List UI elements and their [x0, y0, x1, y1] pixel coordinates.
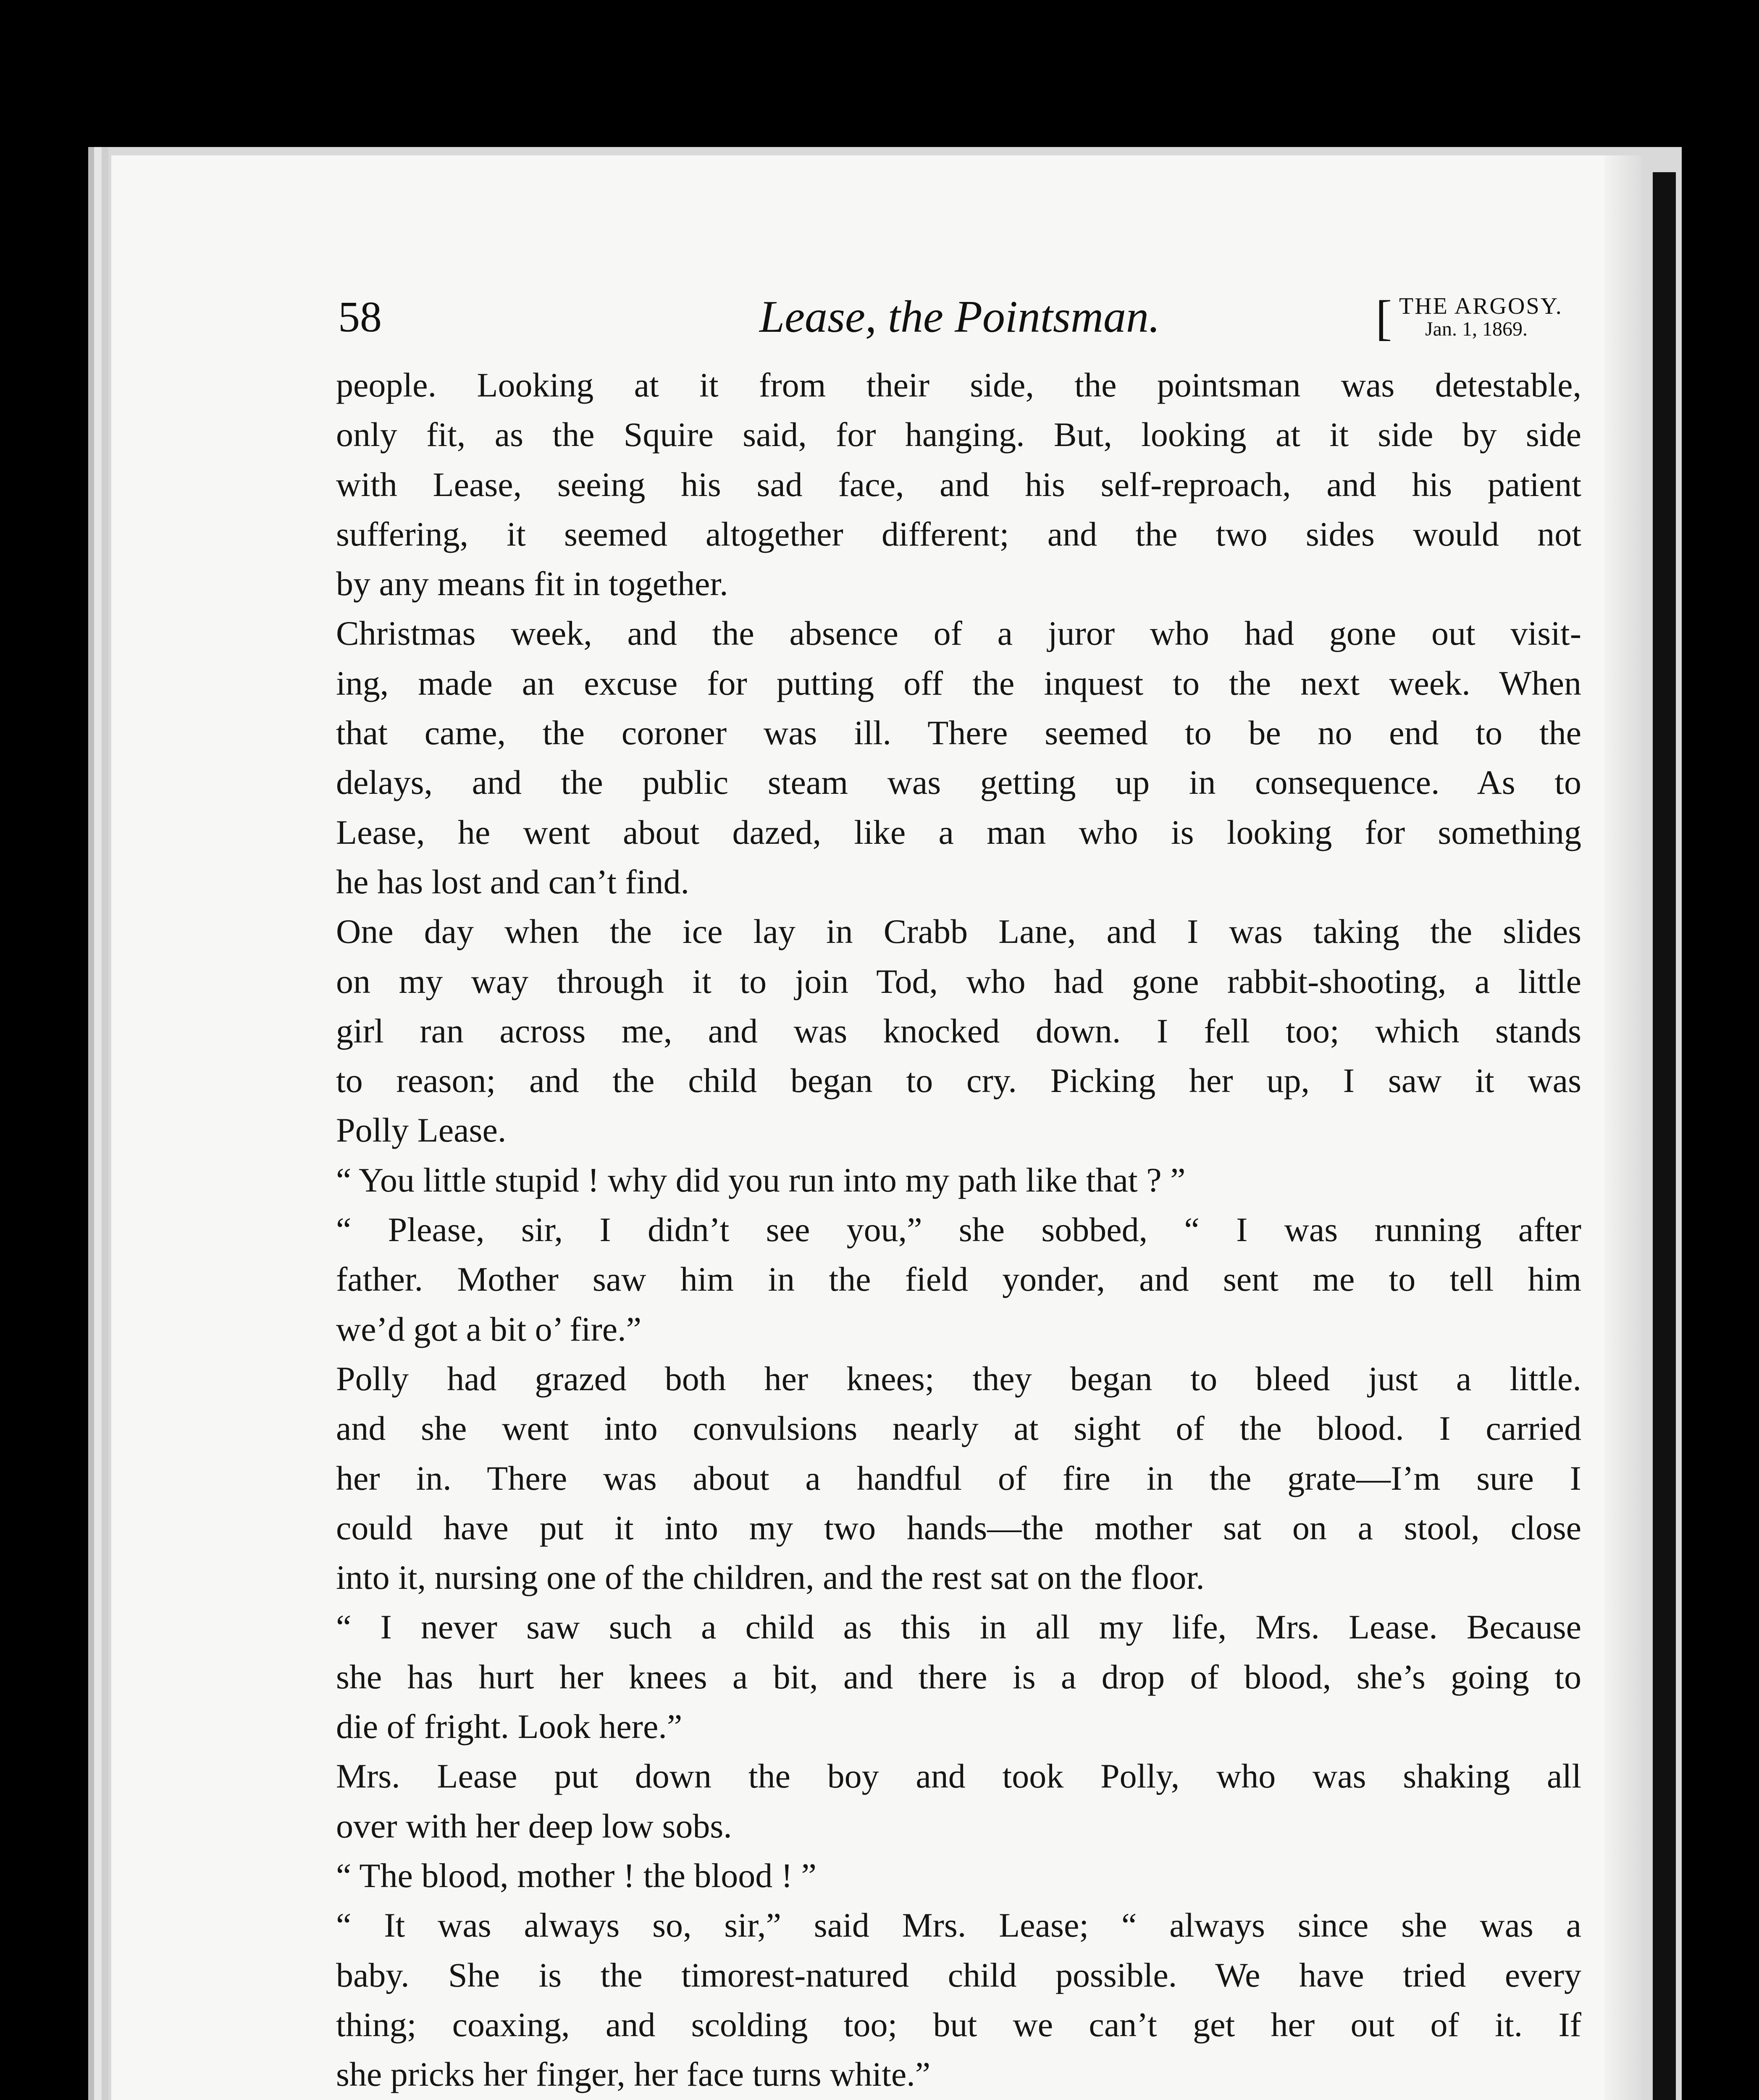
text-line: “ It was always so, sir,” said Mrs. Lease; “ always since she was a — [336, 1906, 1581, 1945]
text-line: by any means fit in together. — [336, 564, 728, 603]
text-line: father. Mother saw him in the field yonder, and sent me to tell him — [336, 1260, 1581, 1299]
text-line: “ The blood, mother ! the blood ! ” — [336, 1856, 816, 1895]
text-line: people. Looking at it from their side, the pointsman was detestable, — [336, 366, 1581, 404]
story-text — [336, 360, 1581, 2100]
text-line: only fit, as the Squire said, for hanging. But, looking at it side by side — [336, 415, 1581, 454]
text-line: she pricks her finger, her face turns white.” — [336, 2055, 931, 2094]
text-line: “ I never saw such a child as this in all my life, Mrs. Lease. Because — [336, 1608, 1581, 1646]
text-line: on my way through it to join Tod, who had gone rabbit-shooting, a little — [336, 962, 1581, 1000]
text-line: could have put it into my two hands—the mother sat on a stool, close — [336, 1508, 1581, 1547]
text-line: and she went into convulsions nearly at sight of the blood. I carried — [336, 1409, 1581, 1448]
text-line: we’d got a bit o’ fire.” — [336, 1310, 642, 1348]
running-title: Lease, the Pointsman. — [759, 292, 1160, 342]
page-gutter-shadow — [1604, 155, 1642, 2100]
text-line: delays, and the public steam was getting up in consequence. As to — [336, 763, 1581, 802]
journal-name: THE ARGOSY. — [1399, 293, 1563, 319]
book-spine — [1653, 172, 1676, 2100]
journal-bracket-icon: [ — [1376, 290, 1392, 345]
text-line: Mrs. Lease put down the boy and took Polly, who was shaking all — [336, 1757, 1581, 1796]
text-line: Christmas week, and the absence of a juror who had gone out visit- — [336, 614, 1581, 653]
text-line: “ Please, sir, I didn’t see you,” she sobbed, “ I was running after — [336, 1210, 1581, 1249]
text-line: “ You little stupid ! why did you run into my path like that ? ” — [336, 1160, 1186, 1199]
text-line: into it, nursing one of the children, and the rest sat on the floor. — [336, 1558, 1205, 1597]
text-line: Lease, he went about dazed, like a man who is looking for something — [336, 813, 1581, 851]
text-line: her in. There was about a handful of fire in the grate—I’m sure I — [336, 1459, 1581, 1497]
journal-date: Jan. 1, 1869. — [1425, 318, 1528, 340]
text-line: Polly had grazed both her knees; they began to bleed just a little. — [336, 1359, 1581, 1398]
text-line: girl ran across me, and was knocked down. I fell too; which stands — [336, 1011, 1581, 1050]
text-line: Polly Lease. — [336, 1111, 507, 1150]
text-line: thing; coaxing, and scolding too; but we can’t get her out of it. If — [336, 2005, 1581, 2044]
journal-citation — [1376, 290, 1577, 345]
text-line: she has hurt her knees a bit, and there is a drop of blood, she’s going to — [336, 1657, 1581, 1696]
page-header — [338, 290, 1577, 353]
text-line: One day when the ice lay in Crabb Lane, and I was taking the slides — [336, 912, 1581, 951]
page-number: 58 — [338, 293, 382, 341]
text-line: with Lease, seeing his sad face, and his self-reproach, and his patient — [336, 465, 1581, 504]
text-line: ing, made an excuse for putting off the inquest to the next week. When — [336, 664, 1581, 702]
text-line: die of fright. Look here.” — [336, 1707, 683, 1746]
text-line: that came, the coroner was ill. There seemed to be no end to the — [336, 714, 1581, 752]
text-line: baby. She is the timorest-natured child possible. We have tried every — [336, 1956, 1581, 1994]
text-line: he has lost and can’t find. — [336, 862, 690, 901]
text-line: over with her deep low sobs. — [336, 1806, 732, 1845]
text-line: to reason; and the child began to cry. Picking her up, I saw it was — [336, 1061, 1581, 1100]
text-line: suffering, it seemed altogether different; and the two sides would not — [336, 514, 1581, 553]
